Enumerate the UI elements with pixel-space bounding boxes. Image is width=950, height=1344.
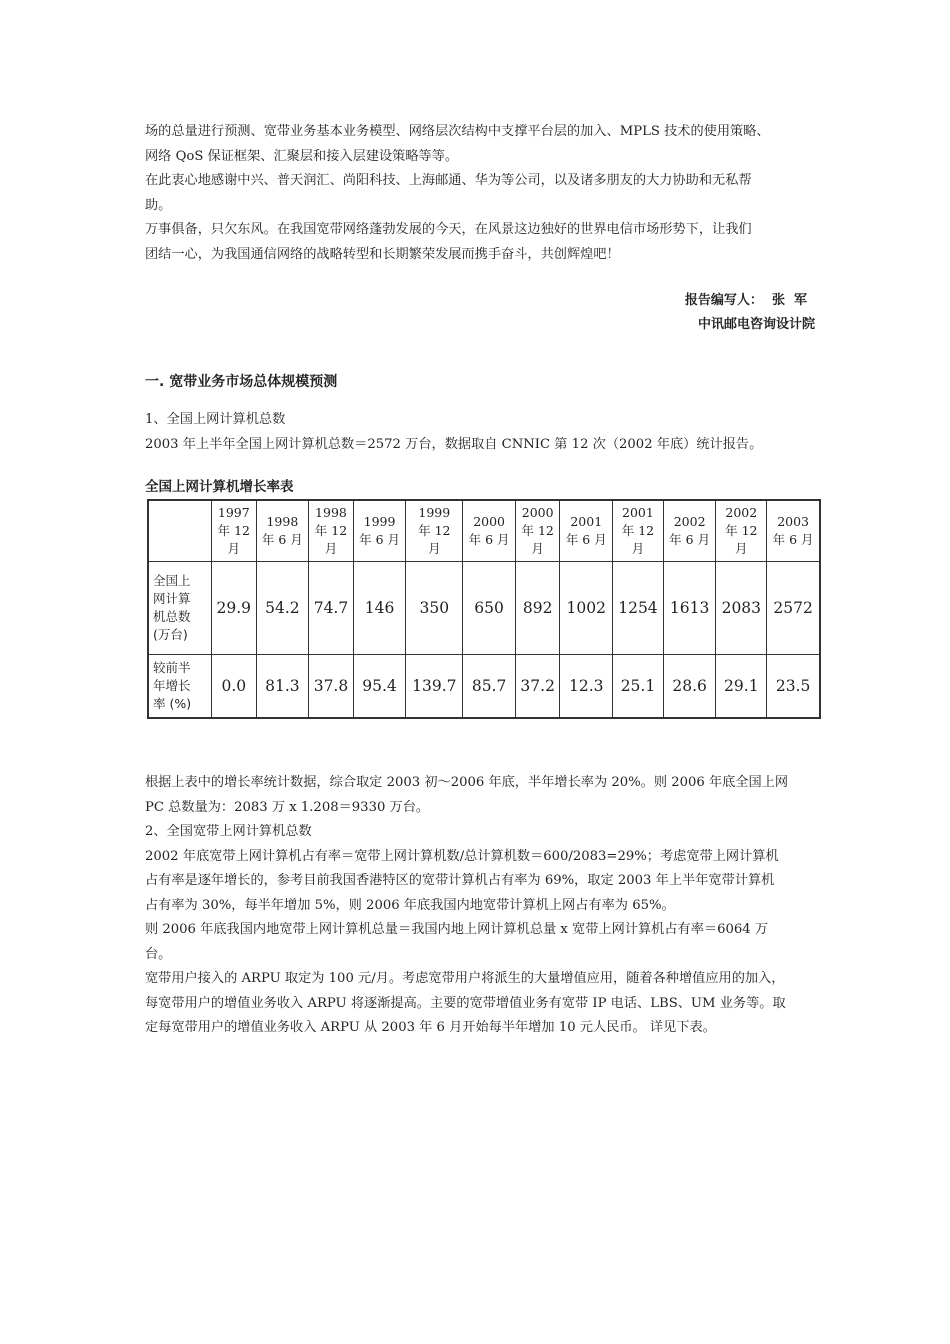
body-paragraph-2 [145,845,815,919]
table-cell: 892 [515,562,560,655]
signature-org: 中讯邮电咨询设计院 [697,317,815,332]
table-cell: 37.2 [515,655,560,719]
table-cell: 81.3 [256,655,309,719]
col-2003-06: 2003 年 6 月 [767,500,820,562]
table-cell: 146 [353,562,406,655]
body-line: 定每宽带用户的增值业务收入 ARPU 从 2003 年 6 月开始每半年增加 10 元人民币。 详见下表。 [145,1020,716,1035]
table-cell: 350 [406,562,463,655]
table-row-total [148,562,820,655]
body-paragraph-1 [145,771,815,820]
table-cell: 1002 [560,562,613,655]
body-paragraph-3 [145,918,815,967]
intro-p1-line2: 网络 QoS 保证框架、汇聚层和接入层建设策略等等。 [145,148,459,164]
col-1997-12: 1997 年 12 月 [212,500,257,562]
body-line: 占有率是逐年增长的，参考目前我国香港特区的宽带计算机占有率为 69%，取定 2003 年上半年宽带计算机 [145,873,775,888]
row-label-total: 全国上 网计算 机总数 (万台) [148,562,212,655]
subsection-1-title: 1、全国上网计算机总数 [145,412,286,427]
intro-p2-line2: 助。 [145,197,172,213]
body-line: 则 2006 年底我国内地宽带上网计算机总量＝我国内地上网计算机总量 x 宽带上网计算机占有率＝6064 万 [145,922,769,937]
col-1999-06: 1999 年 6 月 [353,500,406,562]
table-cell: 29.9 [212,562,257,655]
table-row-growth [148,655,820,719]
body-line: 根据上表中的增长率统计数据，综合取定 2003 初～2006 年底，半年增长率为 20%。则 2006 年底全国上网 [145,775,789,790]
table-cell: 650 [463,562,516,655]
subsection-2-title: 2、全国宽带上网计算机总数 [145,824,312,839]
growth-rate-table [147,499,821,719]
col-2002-12: 2002 年 12 月 [716,500,767,562]
document-page [145,120,815,1041]
col-1999-12: 1999 年 12 月 [406,500,463,562]
table-cell: 85.7 [463,655,516,719]
table-cell: 1613 [663,562,716,655]
body-line: 2002 年底宽带上网计算机占有率＝宽带上网计算机数/总计算机数＝600/2083=29%；考虑宽带上网计算机 [145,848,779,864]
signature-block [145,289,815,337]
table-title: 全国上网计算机增长率表 [145,479,294,495]
table-cell: 2083 [716,562,767,655]
table-cell: 95.4 [353,655,406,719]
table-cell: 28.6 [663,655,716,719]
table-corner-cell [148,500,212,562]
body-line: 台。 [145,946,172,962]
subsection-1-text: 2003 年上半年全国上网计算机总数＝2572 万台，数据取自 CNNIC 第 12 次（2002 年底）统计报告。 [145,436,763,452]
body-line: 每宽带用户的增值业务收入 ARPU 将逐渐提高。主要的宽带增值业务有宽带 IP 电话、LBS、UM 业务等。取 [145,995,786,1011]
table-cell: 0.0 [212,655,257,719]
table-cell: 12.3 [560,655,613,719]
table-cell: 1254 [613,562,664,655]
table-cell: 23.5 [767,655,820,719]
col-2000-06: 2000 年 6 月 [463,500,516,562]
body-text [145,771,815,1041]
row-label-growth: 较前半 年增长 率 (%) [148,655,212,719]
intro-paragraph-1 [145,120,815,169]
table-cell: 29.1 [716,655,767,719]
body-paragraph-4 [145,967,815,1041]
col-2002-06: 2002 年 6 月 [663,500,716,562]
table-cell: 74.7 [309,562,354,655]
intro-paragraph-3 [145,218,815,267]
section-title: 一. 宽带业务市场总体规模预测 [145,374,338,390]
intro-p3-line1: 万事俱备，只欠东风。在我国宽带网络蓬勃发展的今天，在风景这边独好的世界电信市场形势下，让我们 [145,222,752,237]
body-line: PC 总数量为：2083 万 x 1.208＝9330 万台。 [145,799,430,815]
col-2001-06: 2001 年 6 月 [560,500,613,562]
table-cell: 139.7 [406,655,463,719]
body-line: 宽带用户接入的 ARPU 取定为 100 元/月。考虑宽带用户将派生的大量增值应用，随着各种增值应用的加入， [145,971,785,986]
col-1998-12: 1998 年 12 月 [309,500,354,562]
col-2000-12: 2000 年 12 月 [515,500,560,562]
body-line: 占有率为 30%，每半年增加 5%，则 2006 年底我国内地宽带计算机上网占有率为 65%。 [145,897,675,913]
col-2001-12: 2001 年 12 月 [613,500,664,562]
table-cell: 2572 [767,562,820,655]
table-cell: 54.2 [256,562,309,655]
table-cell: 37.8 [309,655,354,719]
intro-p1-line1: 场的总量进行预测、宽带业务基本业务模型、网络层次结构中支撑平台层的加入、MPLS 技术的使用策略、 [145,124,770,139]
signature-author: 报告编写人： 张 军 [684,293,807,308]
intro-paragraph-2 [145,169,815,218]
intro-p3-line2: 团结一心，为我国通信网络的战略转型和长期繁荣发展而携手奋斗，共创辉煌吧！ [145,246,620,262]
table-cell: 25.1 [613,655,664,719]
col-1998-06: 1998 年 6 月 [256,500,309,562]
intro-p2-line1: 在此衷心地感谢中兴、普天润汇、尚阳科技、上海邮通、华为等公司，以及诸多朋友的大力协助和无私帮 [145,173,752,188]
table-header-row [148,500,820,562]
